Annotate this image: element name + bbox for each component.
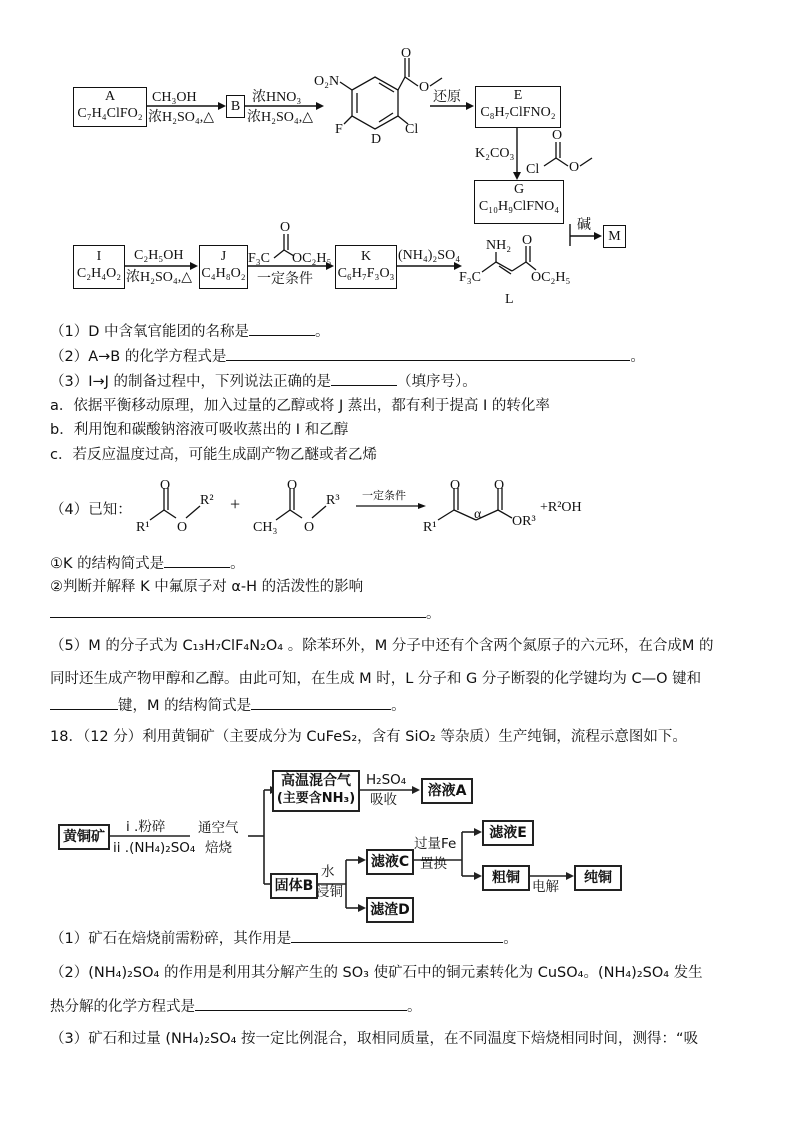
q18-part1	[50, 928, 518, 949]
answer-blank-3[interactable]	[331, 371, 397, 386]
flow-roast-top: 通空气	[198, 820, 239, 836]
answer-blank-5[interactable]	[50, 603, 426, 618]
step6-reagent: C₂H₅OH	[134, 248, 184, 263]
compound-k-formula: C₆H₇F₃O₃	[337, 266, 395, 281]
compound-b-letter: B	[230, 99, 241, 114]
flow-roast-bottom: 焙烧	[205, 840, 232, 856]
compound-m-letter: M	[608, 229, 621, 244]
q17-sub2: ②判断并解释 K 中氟原子对 α-H 的活泼性的影响	[50, 579, 364, 595]
reaction-product-o1: O	[450, 478, 461, 493]
answer-blank-1[interactable]	[249, 321, 315, 336]
molecule-d-cl: Cl	[405, 122, 419, 137]
q17-part1-end: 。	[315, 324, 330, 340]
flow-solution-a-box	[421, 778, 473, 804]
flow-pure-cu-label: 纯铜	[584, 870, 612, 886]
step7-carbonyl-o: O	[280, 220, 291, 235]
q17-part2-end: 。	[630, 349, 645, 365]
step7-f3c: F₃C	[248, 251, 271, 266]
q17-part2	[50, 346, 645, 367]
flow-step-ii: ii .(NH₄)₂SO₄	[113, 840, 196, 856]
step8-reagent: (NH₄)₂SO₄	[398, 248, 461, 263]
reaction-ester2-carbonyl-o: O	[287, 478, 298, 493]
molecule-l-carbonyl-o: O	[522, 233, 533, 248]
q17-part5-line3-end: 。	[391, 698, 406, 714]
reaction-r1: R¹	[136, 520, 150, 535]
q17-part3	[50, 371, 477, 392]
flow-electrolysis: 电解	[532, 879, 559, 895]
q18-part1-text: （1）矿石在焙烧前需粉碎，其作用是	[50, 931, 292, 947]
chloroformate-ester-o: O	[569, 160, 580, 175]
flow-residue-d-box	[366, 897, 414, 923]
reaction-product-o2: O	[494, 478, 505, 493]
reaction-r2: R²	[200, 493, 214, 508]
compound-j-box	[199, 245, 248, 289]
flow-replace: 置换	[420, 856, 447, 872]
step1-condition: 浓H₂SO₄,△	[148, 110, 215, 125]
q17-option-a: a．依据平衡移动原理，加入过量的乙醇或将 J 蒸出，都有利于提高 I 的转化率	[50, 398, 550, 414]
q17-sub2-answer	[50, 603, 441, 624]
step5-reagent: 碱	[577, 218, 591, 233]
reaction-ch3: CH₃	[253, 520, 278, 535]
reaction-plus: +	[230, 494, 241, 514]
compound-g-box	[474, 180, 564, 224]
reaction-alpha: α	[474, 507, 482, 522]
compound-e-formula: C₈H₇ClFNO₂	[480, 105, 556, 120]
q17-part5-line3	[50, 695, 406, 716]
molecule-l-nh2: NH₂	[486, 238, 512, 253]
compound-b-box	[226, 95, 245, 118]
answer-blank-4[interactable]	[164, 553, 230, 568]
step6-condition: 浓H₂SO₄,△	[126, 270, 193, 285]
step1-reagent: CH₃OH	[152, 90, 197, 105]
compound-e-box	[475, 86, 561, 128]
flow-gas-box	[272, 770, 360, 812]
q18-part2-end: 。	[407, 999, 422, 1015]
flow-filtrate-c-label: 滤液C	[370, 854, 410, 870]
q18-part2-line1: （2）(NH₄)₂SO₄ 的作用是利用其分解产生的 SO₃ 使矿石中的铜元素转化为 CuSO₄。(NH₄)₂SO₄ 发生	[50, 965, 703, 981]
reaction-r2oh: +R²OH	[540, 500, 582, 515]
flow-filtrate-e-box	[482, 820, 534, 846]
chloroformate-carbonyl-o: O	[552, 128, 563, 143]
flow-excess-fe: 过量Fe	[414, 836, 457, 852]
flow-pure-cu-box	[574, 865, 622, 891]
flow-gas-line1: 高温混合气	[281, 773, 351, 789]
q17-part3-end: （填序号）。	[397, 374, 477, 390]
q17-part3-text: （3）I→J 的制备过程中，下列说法正确的是	[50, 374, 332, 390]
flow-step-i: i .粉碎	[126, 819, 166, 835]
molecule-l-label: L	[505, 292, 514, 307]
q17-sub1	[50, 553, 245, 574]
answer-blank-7[interactable]	[251, 695, 391, 710]
step4-reagent: K₂CO₃	[475, 146, 515, 161]
molecule-l-f3c: F₃C	[459, 270, 482, 285]
flow-filtrate-c-box	[366, 849, 414, 875]
compound-a-letter: A	[104, 89, 116, 104]
reaction-or3: OR³	[512, 514, 536, 529]
q18-part1-end: 。	[503, 931, 518, 947]
chloroformate-cl: Cl	[526, 162, 540, 177]
answer-blank-6[interactable]	[50, 695, 118, 710]
flow-ore-label: 黄铜矿	[63, 829, 105, 845]
compound-i-formula: C₂H₄O₂	[76, 266, 122, 281]
flow-filtrate-e-label: 滤液E	[489, 825, 527, 841]
q18-part2-line2	[50, 996, 422, 1017]
compound-k-letter: K	[360, 249, 372, 264]
reaction-ester1-o: O	[177, 520, 188, 535]
q17-part4-label: （4）已知：	[50, 502, 132, 518]
compound-a-box	[73, 87, 147, 127]
molecule-d-no2: O₂N	[314, 74, 340, 89]
q17-option-b: b．利用饱和碳酸钠溶液可吸收蒸出的 I 和乙醇	[50, 422, 349, 438]
q17-sub2-end: 。	[426, 606, 441, 622]
step2-reagent: 浓HNO₃	[252, 90, 302, 105]
compound-m-box	[603, 225, 626, 248]
flow-solution-a-label: 溶液A	[427, 783, 467, 799]
answer-blank-2[interactable]	[226, 346, 630, 361]
compound-i-box	[73, 245, 125, 289]
flow-ore-box	[58, 824, 110, 850]
q17-part1-text: （1）D 中含氧官能团的名称是	[50, 324, 249, 340]
step7-oc2h5: OC₂H₅	[292, 251, 332, 266]
compound-a-formula: C₇H₄ClFO₂	[77, 106, 143, 121]
q18-part3: （3）矿石和过量 (NH₄)₂SO₄ 按一定比例混合，取相同质量，在不同温度下焙烧相同时间，测得：“吸	[50, 1031, 699, 1047]
q17-part2-text: （2）A→B 的化学方程式是	[50, 349, 227, 365]
flow-absorb: 吸收	[370, 792, 397, 808]
q17-sub1-text: ①K 的结构简式是	[50, 556, 165, 572]
q17-part5-line1: （5）M 的分子式为 C₁₃H₇ClF₄N₂O₄ 。除苯环外，M 分子中还有个含两个氮原子的六元环，在合成M 的	[50, 638, 714, 654]
flow-gas-line2: (主要含NH₃)	[276, 791, 356, 806]
molecule-d-label: D	[371, 132, 382, 147]
compound-g-letter: G	[513, 182, 525, 197]
flow-crude-cu-label: 粗铜	[492, 870, 520, 886]
compound-j-letter: J	[220, 249, 227, 264]
q18-part2-line2-text: 热分解的化学方程式是	[50, 999, 195, 1015]
trifluoroacetate-ester	[274, 234, 294, 258]
flow-solid-b-box	[270, 873, 318, 899]
methyl-chloroformate	[544, 142, 592, 166]
flow-h2so4: H₂SO₄	[366, 772, 407, 788]
compound-k-box	[335, 245, 397, 289]
q17-sub1-end: 。	[230, 556, 245, 572]
flow-solid-b-label: 固体B	[274, 878, 314, 894]
molecule-d-carbonyl-o: O	[401, 46, 412, 61]
q18-title: 18．（12 分）利用黄铜矿（主要成分为 CuFeS₂，含有 SiO₂ 等杂质）生产纯铜，流程示意图如下。	[50, 729, 687, 745]
q17-part5-line3-text: 键，M 的结构简式是	[118, 698, 252, 714]
molecule-d-ester-o: O	[419, 80, 430, 95]
flow-residue-d-label: 滤渣D	[370, 902, 410, 918]
reaction-product-r1: R¹	[423, 520, 437, 535]
reaction-condition: 一定条件	[362, 489, 406, 502]
answer-blank-9[interactable]	[195, 996, 407, 1011]
molecule-l-oc2h5: OC₂H₅	[531, 270, 571, 285]
q17-option-c: c．若反应温度过高，可能生成副产物乙醚或者乙烯	[50, 447, 377, 463]
compound-i-letter: I	[96, 249, 102, 264]
reaction-ester1-carbonyl-o: O	[160, 478, 171, 493]
answer-blank-8[interactable]	[291, 928, 503, 943]
q17-part5-line2: 同时还生成产物甲醇和乙醇。由此可知，在生成 M 时，L 分子和 G 分子断裂的化学键均为 C—O 键和	[50, 671, 702, 687]
flow-leach: 浸铜	[316, 884, 343, 900]
compound-e-letter: E	[513, 88, 523, 103]
step7-condition: 一定条件	[257, 272, 313, 287]
q17-part1	[50, 321, 330, 342]
step3-reagent: 还原	[433, 90, 461, 105]
compound-g-formula: C₁₀H₉ClFNO₄	[478, 199, 560, 214]
flow-crude-cu-box	[482, 865, 530, 891]
flow-water: 水	[321, 864, 335, 880]
step2-condition: 浓H₂SO₄,△	[247, 110, 314, 125]
molecule-d-f: F	[335, 122, 343, 137]
reaction-ester2-o: O	[304, 520, 315, 535]
reaction-r3: R³	[326, 493, 340, 508]
compound-j-formula: C₄H₈O₂	[201, 266, 246, 281]
